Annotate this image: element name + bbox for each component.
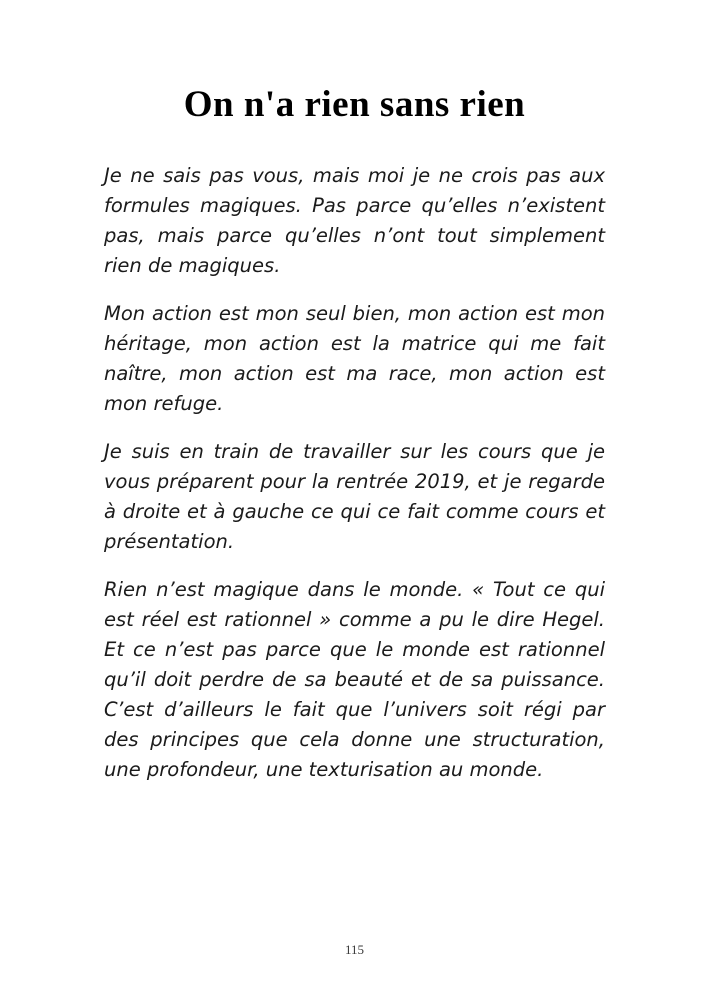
paragraph-3: Je suis en train de travailler sur les cours que je vous préparent pour la rentrée 2019, et je regarde à droite et à gauche ce qui ce fait comme cours et présentation. (104, 439, 605, 553)
page-title: On n'a rien sans rien (183, 84, 526, 125)
paragraph-2: Mon action est mon seul bien, mon action est mon héritage, mon action est la matrice qui me fait naître, mon action est ma race, mon action est mon refuge. (104, 301, 605, 415)
paragraph-4: Rien n’est magique dans le monde. « Tout ce qui est réel est rationnel » comme a pu le dire Hegel. Et ce n’est pas parce que le monde est rationnel qu’il doit perdre de sa beauté et de sa puissance. C’est d’ailleurs le fait que l’univers soit régi par des principes que cela donne une structuration, une profondeur, une texturisation au monde. (104, 577, 605, 781)
page-number: 115 (344, 942, 365, 957)
paragraph-1: Je ne sais pas vous, mais moi je ne crois pas aux formules magiques. Pas parce qu’elles n’existent pas, mais parce qu’elles n’ont tout simplement rien de magiques. (104, 163, 605, 277)
